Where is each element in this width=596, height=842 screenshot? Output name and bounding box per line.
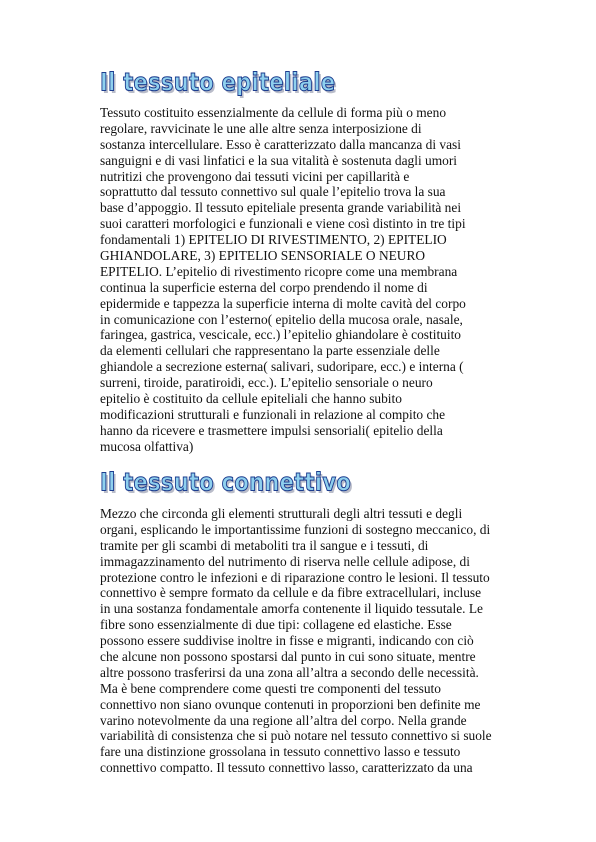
text-line: protezione contro le infezioni e di riparazione contro le lesioni. Il tessuto xyxy=(100,569,490,585)
text-line: hanno da ricevere e trasmettere impulsi sensoriali( epitelio della xyxy=(100,422,443,438)
text-line: faringea, gastrica, vescicale, ecc.) l’epitelio ghiandolare è costituito xyxy=(100,327,462,343)
text-line: nutritizi che provengono dai tessuti vicini per capillarità e xyxy=(100,168,410,184)
text-line: Tessuto costituito essenzialmente da cellule di forma più o meno xyxy=(100,105,447,120)
text-line: variabilità di consistenza che si può notare nel tessuto connettivo si suole xyxy=(100,728,492,744)
text-line: connettivo compatto. Il tessuto connettivo lasso, caratterizzato da una xyxy=(100,760,473,776)
text-line: Mezzo che circonda gli elementi strutturali degli altri tessuti e degli xyxy=(100,506,463,521)
text-line: fare una distinzione grossolana in tessuto connettivo lasso e tessuto xyxy=(100,744,461,760)
text-line: connettivo non siano ovunque contenuti in proporzioni ben definite me xyxy=(100,696,481,712)
text-line: surreni, tiroide, paratiroidi, ecc.). L’epitelio sensoriale o neuro xyxy=(100,375,433,391)
text-line: varino notevolmente da una regione all’altra del corpo. Nella grande xyxy=(100,712,467,728)
text-line: base d’appoggio. Il tessuto epiteliale presenta grande variabilità nei xyxy=(100,200,462,216)
text-line: soprattutto dal tessuto connettivo sul quale l’epitelio trova la sua xyxy=(100,184,446,200)
paragraph-epithelial xyxy=(100,105,466,455)
text-line: GHIANDOLARE, 3) EPITELIO SENSORIALE O NEURO xyxy=(100,248,426,264)
text-line: mucosa olfattiva) xyxy=(100,438,194,454)
section-heading-epithelial: Il tessuto epiteliale xyxy=(100,68,336,97)
text-line: ghiandole a secrezione esterna( salivari, sudoripare, ecc.) e interna ( xyxy=(100,359,464,375)
text-line: connettivo è sempre formato da cellule e da fibre extracellulari, incluse xyxy=(100,585,482,601)
text-line: sanguigni e di vasi linfatici e la sua vitalità è sostenuta dagli umori xyxy=(100,152,457,168)
text-line: che alcune non possono spostarsi dal punto in cui sono situate, mentre xyxy=(100,649,476,665)
text-line: regolare, ravvicinate le une alle altre senza interposizione di xyxy=(100,120,422,136)
text-line: epidermide e tappezza la superficie interna di molte cavità del corpo xyxy=(100,295,466,311)
text-line: epitelio è costituito da cellule epiteliali che hanno subito xyxy=(100,391,402,407)
text-line: continua la superficie esterna del corpo prendendo il nome di xyxy=(100,279,428,295)
text-line: fondamentali 1) EPITELIO DI RIVESTIMENTO, 2) EPITELIO xyxy=(100,232,447,248)
section-heading-connective: Il tessuto connettivo xyxy=(100,468,352,497)
text-line: sostanza intercellulare. Esso è caratterizzato dalla mancanza di vasi xyxy=(100,136,461,152)
text-line: immagazzinamento del nutrimento di riserva nelle cellule adipose, di xyxy=(100,553,470,569)
text-line: tramite per gli scambi di metaboliti tra il sangue e i tessuti, di xyxy=(100,537,429,553)
text-line: in comunicazione con l’esterno( epitelio della mucosa orale, nasale, xyxy=(100,311,463,327)
text-line: in una sostanza fondamentale amorfa contenente il liquido tessutale. Le xyxy=(100,601,483,617)
text-line: Ma è bene comprendere come questi tre componenti del tessuto xyxy=(100,680,441,696)
text-line: altre possono trasferirsi da una zona all’altra a secondo delle necessità. xyxy=(100,664,479,680)
text-line: suoi caratteri morfologici e funzionali e viene così distinto in tre tipi xyxy=(100,216,466,232)
text-line: possono essere suddivise inoltre in fisse e migranti, indicando con ciò xyxy=(100,633,474,649)
text-line: da elementi cellulari che rappresentano la parte essenziale delle xyxy=(100,343,440,359)
text-line: EPITELIO. L’epitelio di rivestimento ricopre come una membrana xyxy=(100,263,458,279)
text-line: fibre sono essenzialmente di due tipi: collagene ed elastiche. Esse xyxy=(100,617,452,633)
paragraph-connective xyxy=(100,506,492,776)
text-line: organi, esplicando le importantissime funzioni di sostegno meccanico, di xyxy=(100,521,491,537)
text-line: modificazioni strutturali e funzionali in relazione al compito che xyxy=(100,406,446,422)
